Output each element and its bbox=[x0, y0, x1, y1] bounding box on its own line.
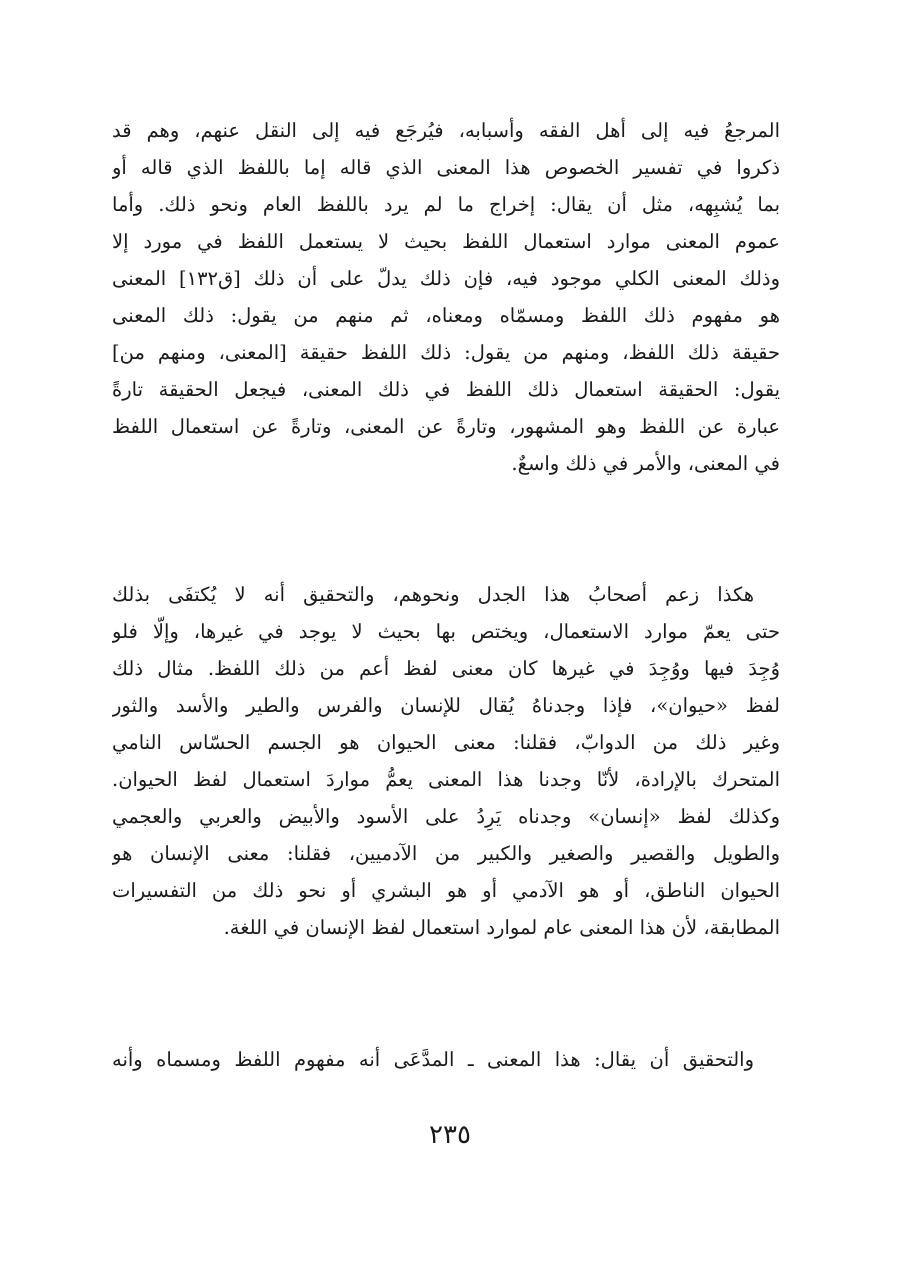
text-line: يقول: الحقيقة استعمال ذلك اللفظ في ذلك المعنى، فيجعل الحقيقة تارةً bbox=[112, 378, 780, 401]
paragraph-1 bbox=[112, 112, 780, 482]
text-line: هكذا زعم أصحابُ هذا الجدل ونحوهم، والتحقيق أنه لا يُكتفَى بذلك bbox=[112, 583, 754, 606]
text-line: في المعنى، والأمر في ذلك واسعٌ. bbox=[511, 452, 780, 475]
text-line: وذلك المعنى الكلي موجود فيه، فإن ذلك يدلّ على أن ذلك [ق١٣٢] المعنى bbox=[112, 267, 780, 290]
text-line: المطابقة، لأن هذا المعنى عام لموارد استعمال لفظ الإنسان في اللغة. bbox=[223, 916, 780, 939]
text-line: المرجعُ فيه إلى أهل الفقه وأسبابه، فيُرجَع فيه إلى النقل عنهم، وهم قد bbox=[112, 119, 780, 142]
text-line: والتحقيق أن يقال: هذا المعنى ـ المدَّعَى أنه مفهوم اللفظ ومسماه وأنه bbox=[112, 1048, 754, 1071]
text-line: حتى يعمّ موارد الاستعمال، ويختص بها بحيث لا يوجد في غيرها، وإلّا فلو bbox=[112, 620, 780, 643]
paragraph-3 bbox=[112, 1041, 780, 1078]
page-number: ٢٣٥ bbox=[429, 1120, 471, 1150]
paragraph-2 bbox=[112, 576, 780, 946]
text-line: عموم المعنى موارد استعمال اللفظ بحيث لا يستعمل اللفظ في مورد إلا bbox=[112, 230, 780, 253]
text-line: حقيقة ذلك اللفظ، ومنهم من يقول: ذلك اللفظ حقيقة [المعنى، ومنهم من] bbox=[112, 341, 780, 364]
text-line: هو مفهوم ذلك اللفظ ومسمّاه ومعناه، ثم منهم من يقول: ذلك المعنى bbox=[112, 304, 780, 327]
text-line: وكذلك لفظ «إنسان» وجدناه يَرِدُ على الأسود والأبيض والعربي والعجمي bbox=[112, 805, 780, 828]
text-line: وُجِدَ فيها ووُجِدَ في غيرها كان معنى لفظ أعم من ذلك اللفظ. مثال ذلك bbox=[112, 657, 780, 680]
text-line: المتحرك بالإرادة، لأنّا وجدنا هذا المعنى يعمُّ مواردَ استعمال لفظ الحيوان. bbox=[112, 768, 780, 791]
text-line: وغير ذلك من الدوابّ، فقلنا: معنى الحيوان هو الجسم الحسّاس النامي bbox=[112, 731, 780, 754]
text-line: لفظ «حيوان»، فإذا وجدناهُ يُقال للإنسان والفرس والطير والأسد والثور bbox=[112, 694, 780, 717]
text-line: عبارة عن اللفظ وهو المشهور، وتارةً عن المعنى، وتارةً عن استعمال اللفظ bbox=[112, 415, 780, 438]
text-line: الحيوان الناطق، أو هو الآدمي أو هو البشري أو نحو ذلك من التفسيرات bbox=[112, 879, 780, 902]
text-line: بما يُشبِهه، مثل أن يقال: إخراج ما لم يرد باللفظ العام ونحو ذلك. وأما bbox=[112, 193, 780, 216]
text-line: ذكروا في تفسير الخصوص هذا المعنى الذي قاله إما باللفظ الذي قاله أو bbox=[112, 156, 780, 179]
text-line: والطويل والقصير والصغير والكبير من الآدميين، فقلنا: معنى الإنسان هو bbox=[112, 842, 780, 865]
